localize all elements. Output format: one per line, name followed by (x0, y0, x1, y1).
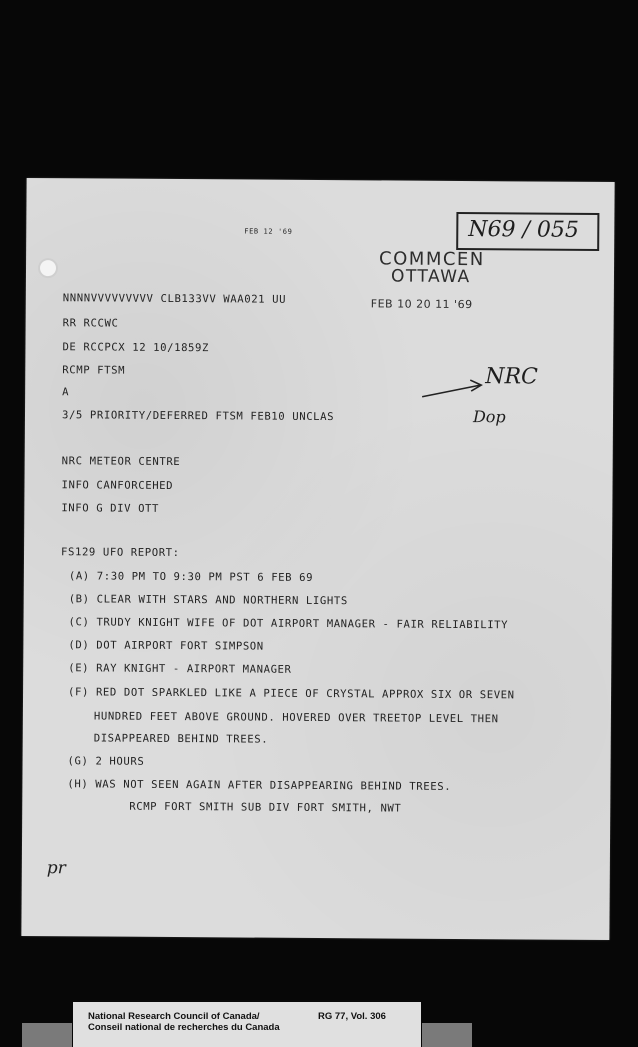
handwritten-routing-note-2: Dop (472, 407, 506, 427)
archive-caption (73, 1002, 421, 1047)
file-number-box (456, 212, 599, 251)
film-edge (422, 1023, 472, 1047)
addressee-line: INFO CANFORCEHED (61, 479, 174, 492)
signature-line: RCMP FORT SMITH SUB DIV FORT SMITH, NWT (129, 800, 402, 815)
received-stamp-line1: COMMCEN (379, 248, 485, 271)
routing-line: NNNNVVVVVVVVV CLB133VV WAA021 UU (62, 292, 287, 306)
priority-line: 3/5 PRIORITY/DEFERRED FTSM FEB10 UNCLAS (61, 409, 335, 424)
addressee-line: INFO G DIV OTT (61, 502, 160, 515)
routing-line: DE RCCPCX 12 10/1859Z (62, 341, 210, 355)
punch-hole (38, 258, 58, 278)
routing-line: A (62, 386, 70, 399)
report-item: (C) TRUDY KNIGHT WIFE OF DOT AIRPORT MANAGER - FAIR RELIABILITY (68, 616, 509, 632)
report-item: (F) RED DOT SPARKLED LIKE A PIECE OF CRYSTAL APPROX SIX OR SEVEN (68, 686, 515, 702)
report-item: (B) CLEAR WITH STARS AND NORTHERN LIGHTS (68, 593, 348, 608)
caption-line2: Conseil national de recherches du Canada (88, 1022, 280, 1033)
handwritten-routing-note: NRC (485, 364, 539, 390)
handwritten-initials: pr (46, 858, 66, 879)
received-stamp-line2: OTTAWA (390, 266, 471, 288)
header-stamp: FEB 12 '69 (244, 227, 293, 236)
routing-line: RCMP FTSM (62, 364, 126, 377)
report-item-continued: DISAPPEARED BEHIND TREES. (93, 732, 269, 746)
report-item: (G) 2 HOURS (67, 755, 145, 768)
report-item-continued: HUNDRED FEET ABOVE GROUND. HOVERED OVER TREETOP LEVEL THEN (93, 710, 499, 726)
report-item: (D) DOT AIRPORT FORT SIMPSON (68, 639, 264, 653)
received-stamp-date: FEB 10 20 11 '69 (370, 297, 473, 312)
file-number: N69 / 055 (468, 217, 580, 243)
caption-reference: RG 77, Vol. 306 (318, 1011, 386, 1022)
addressee-line: NRC METEOR CENTRE (61, 455, 181, 469)
report-item: (A) 7:30 PM TO 9:30 PM PST 6 FEB 69 (68, 570, 314, 584)
report-item: (E) RAY KNIGHT - AIRPORT MANAGER (68, 662, 292, 676)
report-item: (H) WAS NOT SEEN AGAIN AFTER DISAPPEARING BEHIND TREES. (67, 778, 452, 793)
film-edge (22, 1023, 72, 1047)
caption-line1: National Research Council of Canada/ (88, 1011, 260, 1022)
telex-document (21, 178, 614, 940)
report-title: FS129 UFO REPORT: (60, 546, 180, 560)
routing-line: RR RCCWC (62, 317, 119, 330)
